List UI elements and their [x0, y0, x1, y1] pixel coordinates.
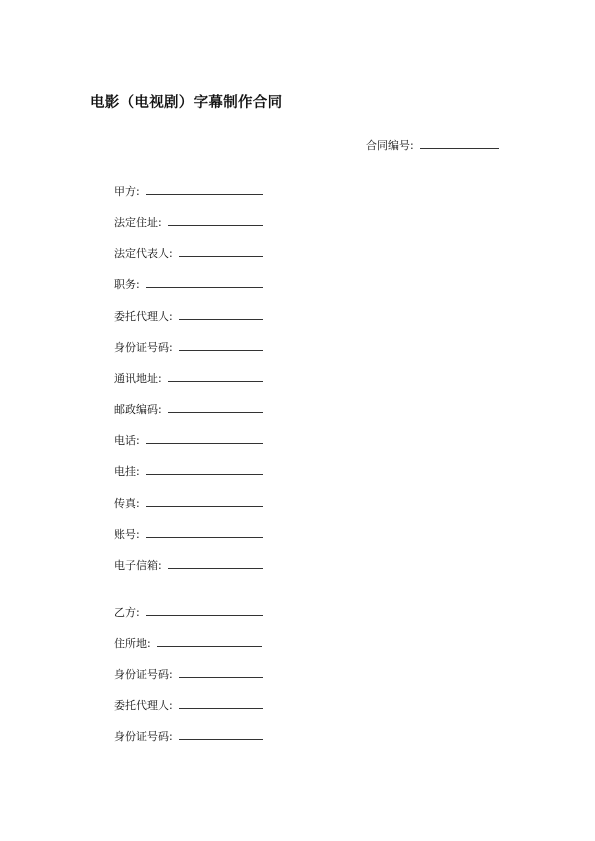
contract-number-label: 合同编号: — [366, 139, 414, 152]
party-a-account-field — [114, 527, 263, 542]
field-blank[interactable] — [168, 402, 263, 413]
contract-number-field — [366, 137, 499, 153]
party-b-agent-field — [114, 698, 263, 713]
field-blank[interactable] — [146, 464, 263, 475]
party-a-telex-field — [114, 464, 263, 479]
field-label: 电子信箱: — [114, 559, 162, 572]
field-label: 法定住址: — [114, 216, 162, 229]
field-blank[interactable] — [146, 277, 263, 288]
field-label: 账号: — [114, 528, 140, 541]
party-a-name-field — [114, 184, 263, 199]
field-label: 身份证号码: — [114, 668, 173, 681]
field-label: 乙方: — [114, 606, 140, 619]
party-a-phone-field — [114, 433, 263, 448]
field-label: 甲方: — [114, 185, 140, 198]
field-blank[interactable] — [168, 558, 263, 569]
field-blank[interactable] — [157, 636, 262, 647]
field-label: 传真: — [114, 497, 140, 510]
field-blank[interactable] — [179, 698, 263, 709]
contract-number-blank[interactable] — [420, 138, 499, 149]
field-label: 职务: — [114, 278, 140, 291]
party-a-email-field — [114, 558, 263, 573]
party-b-agent-id-number-field — [114, 729, 263, 744]
party-a-fax-field — [114, 496, 263, 511]
party-b-residence-field — [114, 636, 262, 651]
party-a-position-field — [114, 277, 263, 292]
field-blank[interactable] — [168, 371, 263, 382]
field-blank[interactable] — [168, 215, 263, 226]
party-b-id-number-field — [114, 667, 263, 682]
field-blank[interactable] — [179, 729, 263, 740]
party-a-postal-code-field — [114, 402, 263, 417]
field-label: 邮政编码: — [114, 403, 162, 416]
field-label: 电挂: — [114, 465, 140, 478]
field-blank[interactable] — [179, 340, 263, 351]
field-blank[interactable] — [179, 667, 263, 678]
document-title: 电影（电视剧）字幕制作合同 — [90, 95, 283, 111]
party-a-mailing-address-field — [114, 371, 263, 386]
field-blank[interactable] — [146, 433, 263, 444]
field-blank[interactable] — [179, 309, 263, 320]
field-blank[interactable] — [146, 496, 263, 507]
field-blank[interactable] — [179, 246, 263, 257]
party-a-legal-representative-field — [114, 246, 263, 261]
party-a-id-number-field — [114, 340, 263, 355]
field-blank[interactable] — [146, 184, 263, 195]
field-label: 身份证号码: — [114, 341, 173, 354]
field-label: 通讯地址: — [114, 372, 162, 385]
party-a-agent-field — [114, 309, 263, 324]
field-blank[interactable] — [146, 527, 263, 538]
field-label: 委托代理人: — [114, 699, 173, 712]
party-b-name-field — [114, 605, 263, 620]
field-label: 法定代表人: — [114, 247, 173, 260]
field-blank[interactable] — [146, 605, 263, 616]
field-label: 委托代理人: — [114, 310, 173, 323]
field-label: 住所地: — [114, 637, 151, 650]
field-label: 身份证号码: — [114, 730, 173, 743]
party-a-legal-address-field — [114, 215, 263, 230]
field-label: 电话: — [114, 434, 140, 447]
